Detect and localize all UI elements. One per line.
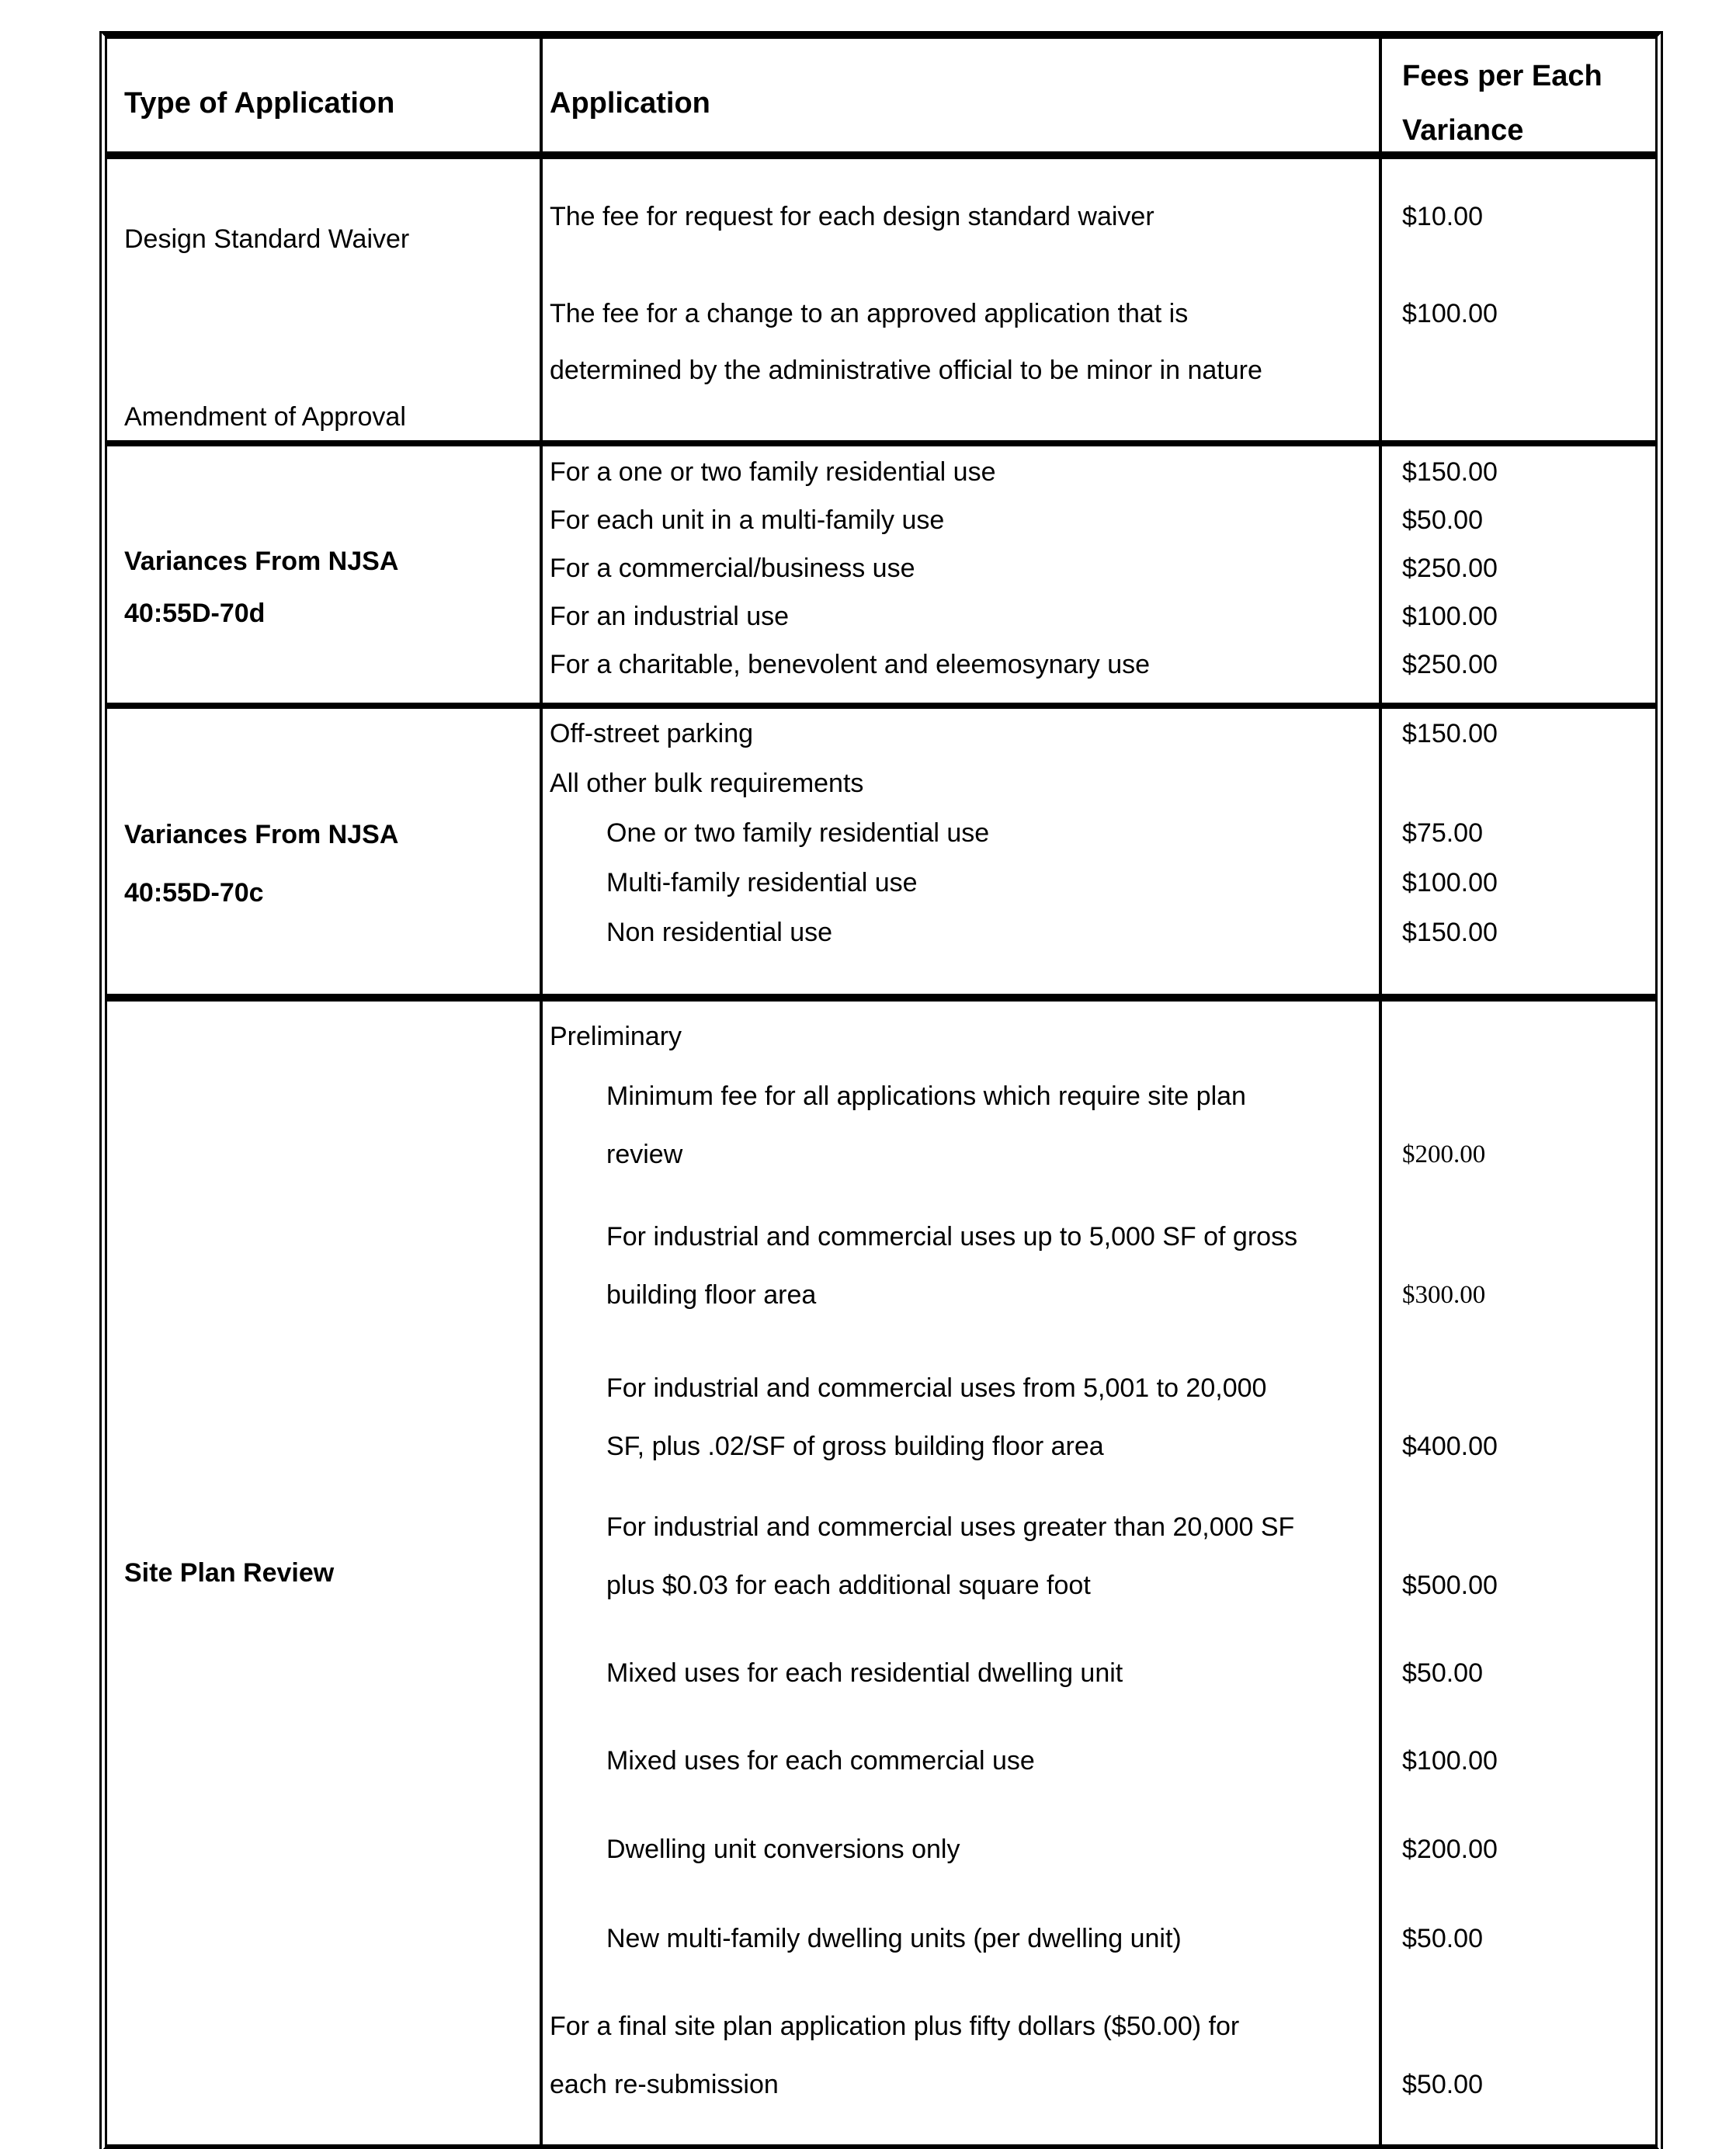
application-text: Dwelling unit conversions only: [606, 1835, 960, 1864]
fee-row: [107, 808, 1655, 858]
header-application: Application: [550, 87, 710, 120]
application-text: For industrial and commercial uses up to 5,000 SF of gross: [606, 1222, 1298, 1252]
fee-row: [107, 1644, 1655, 1703]
fee-row: [107, 908, 1655, 957]
fee-value: $10.00: [1402, 202, 1483, 231]
application-text: The fee for request for each design standard waiver: [550, 202, 1154, 231]
fee-value: $100.00: [1402, 602, 1498, 631]
fee-row: [107, 641, 1655, 689]
fee-value: $300.00: [1402, 1281, 1486, 1309]
fee-value: $75.00: [1402, 818, 1483, 848]
fee-row: [107, 858, 1655, 908]
fee-schedule-table: [99, 31, 1663, 2149]
application-text: For industrial and commercial uses greater than 20,000 SF: [606, 1512, 1295, 1542]
header-fees-per-each-variance: [1402, 49, 1602, 158]
application-text: One or two family residential use: [606, 818, 990, 848]
table-header-row: [107, 39, 1655, 159]
section-site-plan-review: [107, 1002, 1655, 2144]
fee-value: $250.00: [1402, 554, 1498, 583]
type-label: Site Plan Review: [124, 1558, 335, 1588]
application-text: For each unit in a multi-family use: [550, 505, 945, 535]
fee-value: $50.00: [1402, 1658, 1483, 1688]
fee-value: $150.00: [1402, 457, 1498, 487]
fee-value: $100.00: [1402, 1746, 1498, 1776]
section-variances-70d: [107, 448, 1655, 709]
application-text: Minimum fee for all applications which require site plan: [606, 1081, 1246, 1111]
application-text: each re-submission: [550, 2070, 779, 2099]
fee-value: $50.00: [1402, 1924, 1483, 1953]
type-label: Variances From NJSA: [124, 820, 399, 849]
fee-row: [107, 189, 1655, 245]
fee-row: [107, 448, 1655, 496]
fee-value: $150.00: [1402, 719, 1498, 748]
application-text: SF, plus .02/SF of gross building floor area: [606, 1432, 1104, 1461]
type-label: 40:55D-70c: [124, 878, 264, 908]
fee-value: $200.00: [1402, 1835, 1498, 1864]
fee-value: $400.00: [1402, 1432, 1498, 1461]
fee-row: [107, 1068, 1655, 1184]
fee-row: [107, 1359, 1655, 1476]
fee-value: $150.00: [1402, 918, 1498, 947]
fee-row: [107, 1821, 1655, 1879]
fee-row: [107, 286, 1655, 399]
fee-row: [107, 1732, 1655, 1790]
column-divider-type-application: [540, 39, 543, 2144]
fee-value: $50.00: [1402, 505, 1483, 535]
fee-value: $100.00: [1402, 868, 1498, 897]
fee-value: $500.00: [1402, 1571, 1498, 1600]
application-text: Preliminary: [550, 1022, 682, 1051]
application-text: All other bulk requirements: [550, 769, 864, 798]
application-text: For a one or two family residential use: [550, 457, 996, 487]
fee-value: $200.00: [1402, 1140, 1486, 1168]
fee-row: [107, 1208, 1655, 1324]
application-text: For a final site plan application plus fifty dollars ($50.00) for: [550, 2012, 1240, 2041]
application-text: plus $0.03 for each additional square foot: [606, 1571, 1091, 1600]
application-text: The fee for a change to an approved application that is: [550, 299, 1189, 328]
section-design-standard-waiver: [107, 189, 1655, 446]
fee-row: [107, 1910, 1655, 1968]
application-text: New multi-family dwelling units (per dwelling unit): [606, 1924, 1182, 1953]
application-text: review: [606, 1140, 683, 1169]
fee-row: [107, 592, 1655, 641]
application-text: For an industrial use: [550, 602, 790, 631]
application-text: building floor area: [606, 1280, 817, 1310]
application-text: Mixed uses for each commercial use: [606, 1746, 1035, 1776]
fee-row: [107, 496, 1655, 544]
application-text: For a commercial/business use: [550, 554, 915, 583]
type-label: Amendment of Approval: [124, 402, 406, 432]
fee-row: [107, 1498, 1655, 1615]
header-fees-line1: Fees per Each: [1402, 60, 1602, 92]
header-fees-line2: Variance: [1402, 114, 1524, 147]
fee-value: $100.00: [1402, 299, 1498, 328]
application-text: For a charitable, benevolent and eleemosynary use: [550, 650, 1151, 679]
fee-row: [107, 1008, 1655, 1066]
application-text: Off-street parking: [550, 719, 754, 748]
type-label: Variances From NJSA: [124, 547, 399, 576]
application-text: determined by the administrative official to be minor in nature: [550, 356, 1262, 385]
application-text: Non residential use: [606, 918, 833, 947]
header-type-of-application: Type of Application: [124, 87, 395, 120]
fee-row: [107, 709, 1655, 759]
column-divider-application-fees: [1379, 39, 1382, 2144]
type-label: Design Standard Waiver: [124, 224, 410, 254]
application-text: For industrial and commercial uses from 5,001 to 20,000: [606, 1373, 1267, 1403]
fee-row: [107, 544, 1655, 592]
fee-row: [107, 759, 1655, 808]
application-text: Multi-family residential use: [606, 868, 918, 897]
application-text: Mixed uses for each residential dwelling unit: [606, 1658, 1123, 1688]
fee-row: [107, 1998, 1655, 2114]
fee-value: $250.00: [1402, 650, 1498, 679]
type-label: 40:55D-70d: [124, 599, 266, 628]
fee-value: $50.00: [1402, 2070, 1483, 2099]
section-variances-70c: [107, 709, 1655, 1002]
